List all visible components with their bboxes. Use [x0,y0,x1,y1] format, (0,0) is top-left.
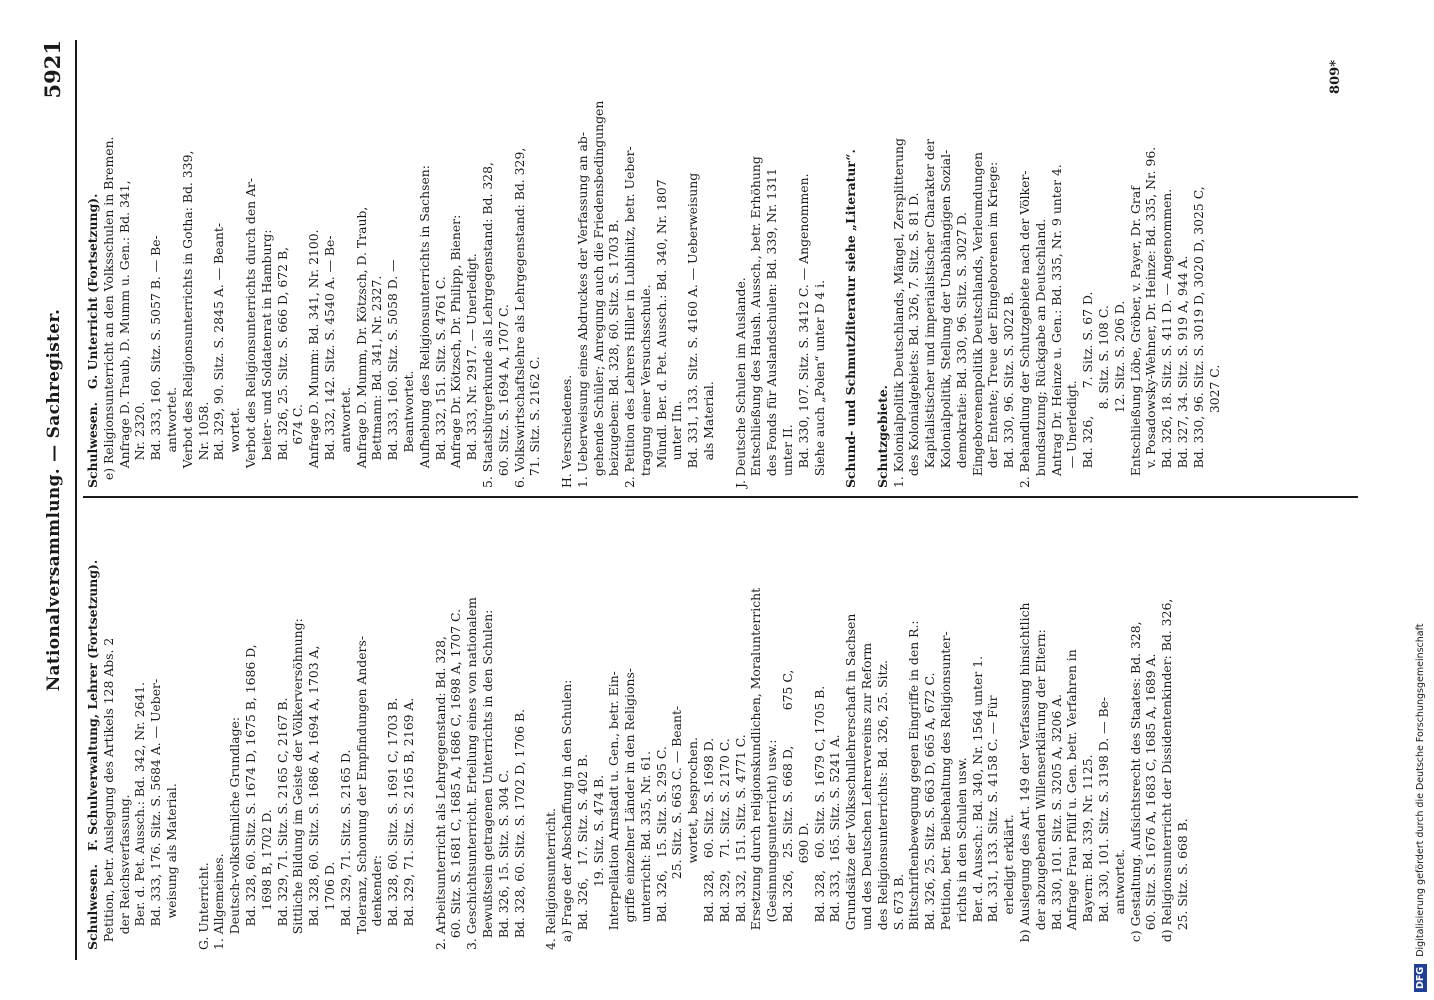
text-line: Bd. 329, 71. Sitz. S. 2165 B, 2169 A. [400,697,416,950]
text-line: Bewußtsein getragenen Unterrichts in den Schulen: [479,609,495,950]
text-line: Bd. 328, 60. Sitz. S. 1679 C, 1705 B. [811,685,827,950]
text-line: Bd. 328, 60. Sitz. S. 1698 D. [701,737,717,950]
text-line: 1. Allgemeines. [211,853,227,950]
text-line [417,505,433,950]
text-line: 3. Geschichtsunterricht. Erteilung eines von nationalem [464,597,480,950]
text-line: Grundsätze der Volksschullehrerschaft in Sachsen [843,613,859,950]
text-line: H. Verschiedenes. [558,374,574,488]
text-line: Entschließung Löbe, Gröber, v. Payer, Dr. Graf [1127,186,1143,488]
text-line: 25. Sitz. S. 668 B. [1174,818,1190,950]
text-line: Siehe auch „Polen“ unter D 4 i. [811,279,827,488]
text-line: Bd. 329, 71. Sitz. S. 2165 D. [337,749,353,950]
text-line: 2. Petition des Lehrers Hiller in Lublinitz, betr. Ueber- [622,146,638,488]
text-line: und des Deutschen Lehrervereins zur Reform [859,642,875,950]
text-line: Sittliche Bildung im Geiste der Völkerversöhnung: [290,618,306,950]
text-line: 1698 B, 1702 D. [258,809,274,950]
text-line: beiter- und Soldatenrat in Hamburg: [258,229,274,488]
text-line: unter II. [780,424,796,488]
text-line: J. Deutsche Schulen im Auslande. [732,277,748,488]
text-line: bundsatzung; Rückgabe an Deutschland. [1032,218,1048,488]
text-line: Schund- und Schmutzliteratur siehe „Literatur“. [843,149,859,488]
text-line: Anfrage D. Mumm: Bd. 341, Nr. 2100. [306,229,322,488]
text-line: Bd. 330, 96. Sitz. S. 3022 B. [1001,291,1017,488]
text-line: Anfrage Frau Pfülf u. Gen. betr. Verfahren in [1064,649,1080,950]
text-line: Bd. 333, 176. Sitz. S. 5684 A. — Ueber- [148,678,164,950]
text-line: Interpellation Arnstadt u. Gen., betr. Ein- [606,671,622,950]
digitization-credit: Digitalisierung gefördert durch die Deutsche Forschungsgemeinschaft [1415,623,1426,957]
text-line: 12. Sitz. S. 206 D. [1111,300,1127,488]
text-line: Bayern: Bd. 339, Nr. 1125. [1080,754,1096,950]
text-line: Bd. 327, 34. Sitz. S. 919 A, 944 A. [1174,255,1190,488]
text-line: Anfrage Dr. Kötzsch, Dr. Philipp, Biener: [448,214,464,488]
text-line: c) Gestaltung. Aufsichtsrecht des Staates: Bd. 328, [1127,621,1143,950]
text-line: 1706 D. [321,861,337,950]
text-line: demokratie: Bd. 330, 96. Sitz. S. 3027 D. [953,211,969,488]
text-line [527,505,543,950]
text-line: beizugeben: Bd. 328, 60. Sitz. S. 1703 B. [606,219,622,488]
text-line: v. Posadowsky-Wehner, Dr. Heinze: Bd. 335, Nr. 96. [1143,146,1159,488]
text-line: Bd. 332, 151. Sitz. S. 4761 C. [432,276,448,488]
text-line: e) Religionsunterricht an den Volksschulen in Bremen. [100,136,116,488]
page-number: 5921 [40,40,65,99]
text-line: unter IIn. [669,400,685,488]
text-line [717,18,733,488]
text-line: Bd. 332, 142. Sitz. S. 4540 A. — Be- [321,235,337,488]
text-line: 25. Sitz. S. 663 C. — Beant- [669,705,685,950]
text-line: weisung als Material. [163,783,179,950]
text-line: des Kolonialgebiets: Bd. 326, 7. Sitz. S. 81 D. [906,192,922,488]
text-line: Bd. 326, 17. Sitz. S. 402 B. [574,753,590,950]
text-line: 60. Sitz. S. 1676 A, 1683 C, 1685 A, 1689 A. [1143,653,1159,950]
text-line: Petition, betr. Auslegung des Artikels 128 Abs. 2 [100,637,116,950]
text-line: Bd. 326, 18. Sitz. S. 411 D. — Angenommen. [1159,188,1175,488]
text-line [180,505,196,950]
text-line: S. 673 B. [890,873,906,950]
text-line: Verbot des Religionsunterrichts durch den Ar- [242,177,258,488]
text-line: 2. Arbeitsunterricht als Lehrgegenstand: Bd. 328, [432,636,448,950]
text-line: Bd. 331, 133. Sitz. S. 4160 A. — Ueberweisung [685,172,701,488]
text-line: Ersetzung durch religionskundlichen, Moralunterricht [748,587,764,950]
text-line: Bettmann: Bd. 341, Nr. 2327. [369,275,385,488]
text-line: Nr. 1058. [195,401,211,488]
text-line: Bd. 331, 133. Sitz. S. 4158 C. — Für [985,695,1001,950]
text-line: Bd. 329, 71. Sitz. S. 2165 C, 2167 B. [274,697,290,950]
text-line: 2. Behandlung der Schutzgebiete nach der Völker- [1017,170,1033,488]
text-line: tragung einer Versuchsschule. [637,284,653,488]
text-line: der Entente; Treue der Eingeborenen im Kriege: [985,161,1001,488]
text-line: richts in den Schulen usw. [953,757,969,950]
column-divider [83,496,1358,498]
text-line: 8. Sitz. S. 108 C. [1096,305,1111,488]
text-line: 1. Ueberweisung eines Abdruckes der Verfassung an ab- [574,131,590,488]
text-line: b) Auslegung des Art. 149 der Verfassung hinsichtlich [1017,602,1033,950]
text-line: 4. Religionsunterricht. [543,808,559,950]
text-line: G. Unterricht. [195,862,211,950]
text-line: Bd. 328, 60. Sitz. S. 1691 C, 1703 B. [385,697,401,950]
text-line: Schulwesen. G. Unterricht (Fortsetzung). [85,193,100,488]
page-header [20,40,77,960]
text-line: Bd. 329, 71. Sitz. S. 2170 C. [716,738,732,950]
text-line: Ber. d. Aussch.: Bd. 340, Nr. 1564 unter 1. [969,655,985,950]
text-line: Bd. 326, 25. Sitz. S. 668 D, 675 C, [780,669,796,950]
text-line: antwortet. [163,386,179,488]
text-line: Bd. 326, 25. Sitz. S. 663 D, 665 A, 672 C. [922,672,938,950]
text-line: 3027 C. [1206,364,1222,488]
text-line: Schutzgebiete. [874,385,890,488]
text-line: Bd. 333, Nr. 2917. — Unerledigt. [464,253,480,488]
text-line: Bd. 330, 101. Sitz. S. 3205 A, 3206 A. [1048,693,1064,950]
text-line: Bd. 329, 90. Sitz. S. 2845 A. — Beant- [211,222,227,488]
digitization-note [1408,8,1434,992]
text-line: Bd. 333, 165. Sitz. S. 5241 A. [827,734,843,950]
text-line: Bd. 332, 151. Sitz. S. 4771 C. [732,734,748,950]
text-line: 60. Sitz. S. 1694 A, 1707 C. [495,304,511,488]
text-line: 1. Kolonialpolitik Deutschlands, Mängel, Zersplitterung [890,138,906,488]
text-line: 60. Sitz. S. 1681 C, 1685 A, 1686 C, 1698 A, 1707 C. [448,608,464,950]
text-line: Bd. 330, 107. Sitz. S. 3412 C. — Angenommen. [795,173,811,488]
text-line: Petition, betr. Beibehaltung des Religionsunter- [938,631,954,950]
text-line: Kapitalistischer und imperialistischer Charakter der [922,138,938,488]
text-line: Bittschriftenbewegung gegen Eingriffe in den R.: [906,620,922,950]
text-line: Entschließung des Haush. Aussch., betr. Erhöhung [748,156,764,488]
text-line [859,18,875,488]
text-line: der abzugebenden Willenserklärung der Eltern: [1032,629,1048,950]
text-line [543,18,559,488]
text-line: 19. Sitz. S. 474 B. [590,774,606,950]
text-line: der Reichsverfassung. [116,794,132,950]
text-line: Ber. d. Pet. Aussch.: Bd. 342, Nr. 2641. [132,681,148,950]
text-line: a) Frage der Abschaffung in den Schulen: [558,679,574,950]
text-line: gehende Schüler; Anregung auch die Friedensbedingungen [590,100,606,488]
text-line: antwortet. [337,386,353,488]
text-line: Eingeborenenpolitik Deutschlands, Verleumdungen [969,152,985,488]
text-line: Deutsch-volkstümliche Grundlage: [227,716,243,950]
text-line: antwortet. [1111,848,1127,950]
text-line: Bd. 330, 96. Sitz. S. 3019 D, 3020 D, 3025 C, [1190,186,1206,488]
text-line: Mündl. Ber. d. Pet. Aussch.: Bd. 340, Nr. 1807 [653,179,669,488]
text-line: wortet, besprochen. [685,737,701,950]
page-title: Nationalversammlung. — Sachregister. [44,308,64,692]
text-line: Antrag Dr. Heinze u. Gen.: Bd. 335, Nr. 9 unter 4. [1048,164,1064,488]
text-line: unterricht: Bd. 335, Nr. 61. [637,750,653,950]
text-line: (Gesinnungsunterricht) usw.: [764,739,780,950]
text-line: Bd. 333, 160. Sitz. S. 5057 B. — Be- [148,235,164,488]
text-line: Schulwesen. F. Schulverwaltung, Lehrer (Fortsetzung). [85,559,100,950]
printer-signature: 809* [1328,60,1343,94]
text-line: Bd. 333, 160. Sitz. S. 5058 D. — [385,259,401,488]
text-line: Anfrage D. Traub, D. Mumm u. Gen.: Bd. 341, [116,180,132,488]
text-line: Bd. 326, 7. Sitz. S. 67 D. [1080,291,1096,488]
text-line: Beantwortet. [400,370,416,488]
text-line: d) Religionsunterricht der Dissidentenkinder: Bd. 326, [1159,598,1175,950]
text-line: Bd. 328, 60. Sitz. S. 1686 A, 1694 A, 1703 A, [306,645,322,950]
text-line: griffe einzelner Länder in den Religions- [622,668,638,950]
left-column [85,505,1191,950]
text-line: Bd. 330, 101. Sitz. S. 3198 D. — Be- [1096,696,1111,950]
dfg-logo: DFG [1414,964,1427,992]
text-line: Kolonialpolitik, Stellung der Unabhängigen Sozial- [938,149,954,488]
text-line: Anfrage D. Mumm, Dr. Kötzsch, D. Traub, [353,206,369,488]
text-line: 674 C. [290,404,306,488]
text-line [827,18,843,488]
right-column [85,18,1222,488]
text-line: 5. Staatsbürgerkunde als Lehrgegenstand: Bd. 328, [479,162,495,488]
text-line: wortet. [227,407,243,488]
text-line: des Fonds für Auslandschulen: Bd. 339, Nr. 1311 [764,168,780,488]
text-line: Bd. 326, 15. Sitz. S. 295 C. [653,746,669,950]
text-line: 6. Volkswirtschaftslehre als Lehrgegenstand: Bd. 329, [511,147,527,488]
text-line: des Religionsunterrichts: Bd. 326, 25. Sitz. [874,660,890,950]
text-line: 71. Sitz. S. 2162 C. [527,356,543,488]
text-line: Bd. 326, 15. Sitz. S. 304 C. [495,769,511,950]
text-line: Bd. 328, 60. Sitz. S. 1674 D, 1675 B, 1686 D, [242,644,258,950]
text-line: denkender: [369,854,385,950]
text-line: Nr. 2320. [132,401,148,488]
text-line: Toleranz, Schonung der Empfindungen Anders- [353,635,369,950]
text-line: — Unerledigt. [1064,380,1080,488]
text-line: als Material. [701,381,717,488]
text-line: Verbot des Religionsunterrichts in Gotha: Bd. 339, [179,150,195,488]
text-line: Bd. 328, 60. Sitz. S. 1702 D, 1706 B. [511,708,527,950]
text-line: Aufhebung des Religionsunterrichts in Sachsen: [416,165,432,488]
text-line: 690 D. [795,822,811,950]
text-line: Bd. 326, 25. Sitz. S. 666 D, 672 B, [274,246,290,488]
text-line: erledigt erklärt. [1001,814,1017,950]
